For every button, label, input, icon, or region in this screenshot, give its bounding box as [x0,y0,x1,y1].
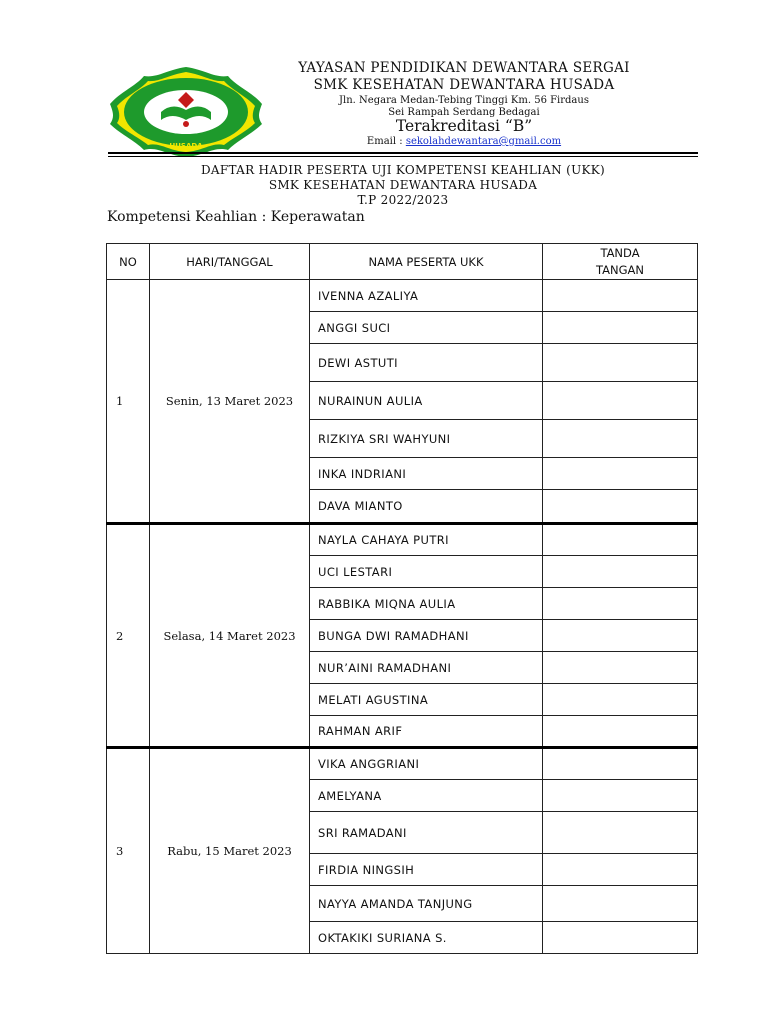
exam-date: Rabu, 15 Maret 2023 [150,748,310,954]
signature-cell[interactable] [543,420,698,458]
signature-cell[interactable] [543,748,698,780]
participant-name: AMELYANA [310,780,543,812]
signature-cell[interactable] [543,344,698,382]
signature-cell[interactable] [543,556,698,588]
attendance-table [106,243,698,954]
participant-name: SRI RAMADANI [310,812,543,854]
exam-date: Senin, 13 Maret 2023 [150,280,310,524]
signature-cell[interactable] [543,490,698,524]
signature-cell[interactable] [543,620,698,652]
kompetensi-keahlian: Kompetensi Keahlian : Keperawatan [107,209,365,225]
svg-text:HUSADA: HUSADA [169,142,203,150]
table-header-row [107,244,698,280]
signature-cell[interactable] [543,716,698,748]
email-line [278,136,650,147]
signature-cell[interactable] [543,652,698,684]
participant-name: UCI LESTARI [310,556,543,588]
signature-cell[interactable] [543,458,698,490]
signature-cell[interactable] [543,588,698,620]
group-number: 3 [107,748,150,954]
school-year: T.P 2022/2023 [357,193,449,207]
header-divider-thin [108,156,698,157]
signature-cell[interactable] [543,280,698,312]
signature-cell[interactable] [543,684,698,716]
exam-date: Selasa, 14 Maret 2023 [150,524,310,748]
header-signature-line2: TANGAN [596,262,644,277]
participant-name: IVENNA AZALIYA [310,280,543,312]
email-link[interactable]: sekolahdewantara@gmail.com [405,136,562,147]
signature-cell[interactable] [543,312,698,344]
attendance-body [107,280,698,954]
header-no: NO [107,244,150,280]
email-label: Email : [366,136,403,147]
signature-cell[interactable] [543,886,698,922]
signature-cell[interactable] [543,812,698,854]
header-signature-line1: TANDA [600,245,640,260]
participant-name: NURAINUN AULIA [310,382,543,420]
participant-name: MELATI AGUSTINA [310,684,543,716]
doc-title: DAFTAR HADIR PESERTA UJI KOMPETENSI KEAHLIAN (UKK) [200,163,606,177]
participant-name: VIKA ANGGRIANI [310,748,543,780]
signature-cell[interactable] [543,524,698,556]
signature-cell[interactable] [543,382,698,420]
header-signature [543,244,698,280]
participant-name: DAVA MIANTO [310,490,543,524]
foundation-name: YAYASAN PENDIDIKAN DEWANTARA SERGAI [298,60,630,76]
signature-cell[interactable] [543,854,698,886]
accreditation: Terakreditasi “B” [395,117,533,135]
address-line-2: Sei Rampah Serdang Bedagai [388,107,540,118]
participant-name: NAYYA AMANDA TANJUNG [310,886,543,922]
doc-subtitle: SMK KESEHATAN DEWANTARA HUSADA [268,178,538,192]
table-row [107,280,698,312]
header-divider-thick [108,152,698,154]
participant-name: OKTAKIKI SURIANA S. [310,922,543,954]
participant-name: INKA INDRIANI [310,458,543,490]
participant-name: ANGGI SUCI [310,312,543,344]
participant-name: RABBIKA MIQNA AULIA [310,588,543,620]
signature-cell[interactable] [543,780,698,812]
participant-name: BUNGA DWI RAMADHANI [310,620,543,652]
participant-name: RIZKIYA SRI WAHYUNI [310,420,543,458]
participant-name: RAHMAN ARIF [310,716,543,748]
address-line-1: Jln. Negara Medan-Tebing Tinggi Km. 56 Firdaus [339,95,589,106]
header-name: NAMA PESERTA UKK [310,244,543,280]
table-row [107,748,698,780]
header-date: HARI/TANGGAL [150,244,310,280]
participant-name: DEWI ASTUTI [310,344,543,382]
participant-name: FIRDIA NINGSIH [310,854,543,886]
signature-cell[interactable] [543,922,698,954]
school-logo [106,66,266,158]
table-row [107,524,698,556]
group-number: 1 [107,280,150,524]
participant-name: NAYLA CAHAYA PUTRI [310,524,543,556]
school-name: SMK KESEHATAN DEWANTARA HUSADA [313,77,615,93]
group-number: 2 [107,524,150,748]
participant-name: NUR’AINI RAMADHANI [310,652,543,684]
